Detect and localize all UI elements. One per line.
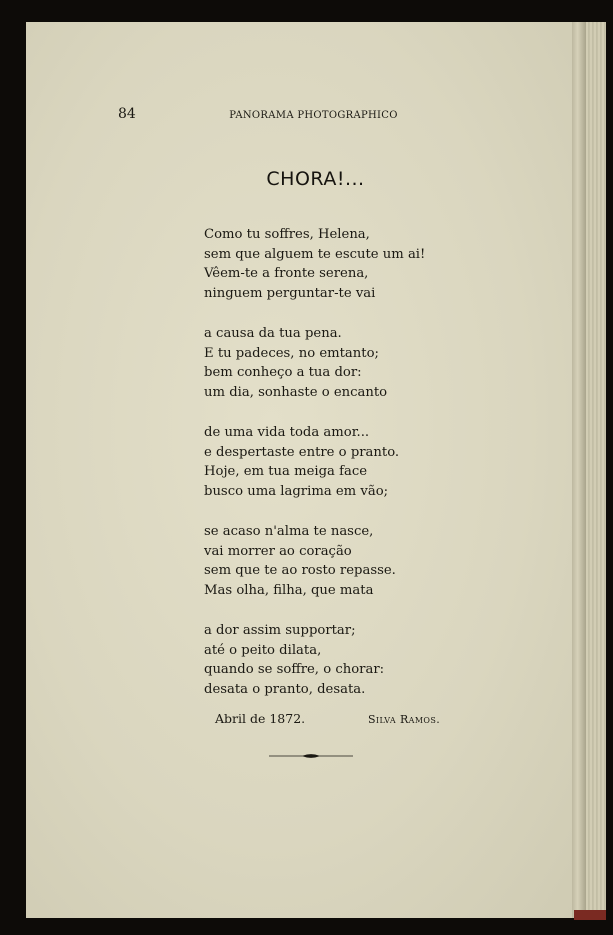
poem-line: sem que alguem te escute um ai! bbox=[204, 246, 426, 262]
end-ornament-rule bbox=[269, 751, 353, 761]
poem-line: vai morrer ao coração bbox=[204, 543, 352, 559]
poem-line: Como tu soffres, Helena, bbox=[204, 227, 370, 242]
cover-edge bbox=[574, 910, 606, 920]
book-gutter bbox=[572, 22, 586, 918]
poem-line: a dor assim supportar; bbox=[204, 623, 356, 638]
poem-line: E tu padeces, no emtanto; bbox=[204, 345, 379, 361]
poem-line: a causa da tua pena. bbox=[204, 326, 342, 341]
poem-title: CHORA!... bbox=[266, 168, 365, 190]
poem-line: sem que te ao rosto repasse. bbox=[204, 563, 396, 578]
stanza-5 bbox=[204, 621, 425, 699]
stanza-3 bbox=[204, 423, 425, 501]
poem-line: busco uma lagrima em vão; bbox=[204, 483, 389, 499]
page-number: 84 bbox=[118, 106, 136, 122]
poem-body bbox=[204, 225, 425, 720]
running-head: PANORAMA PHOTOGRAPHICO bbox=[229, 110, 398, 121]
poem-date: Abril de 1872. bbox=[215, 711, 306, 726]
poem-line: Vêem-te a fronte serena, bbox=[204, 266, 369, 281]
stanza-1 bbox=[204, 225, 425, 303]
poem-line: um dia, sonhaste o encanto bbox=[204, 384, 388, 400]
poem-line: ninguem perguntar-te vai bbox=[204, 285, 376, 301]
author-signature: Silva Ramos. bbox=[368, 713, 441, 726]
poem-line: até o peito dilata, bbox=[204, 642, 322, 658]
stanza-4 bbox=[204, 522, 425, 600]
page-edges bbox=[586, 22, 606, 918]
poem-line: Hoje, em tua meiga face bbox=[204, 464, 368, 479]
poem-line: quando se soffre, o chorar: bbox=[204, 662, 385, 677]
poem-line: bem conheço a tua dor: bbox=[204, 365, 362, 380]
poem-line: de uma vida toda amor... bbox=[204, 425, 370, 440]
stanza-2 bbox=[204, 324, 425, 402]
poem-line: desata o pranto, desata. bbox=[204, 681, 366, 697]
poem-line: se acaso n'alma te nasce, bbox=[204, 524, 374, 539]
poem-line: Mas olha, filha, que mata bbox=[204, 582, 374, 598]
poem-line: e despertaste entre o pranto. bbox=[204, 444, 400, 460]
